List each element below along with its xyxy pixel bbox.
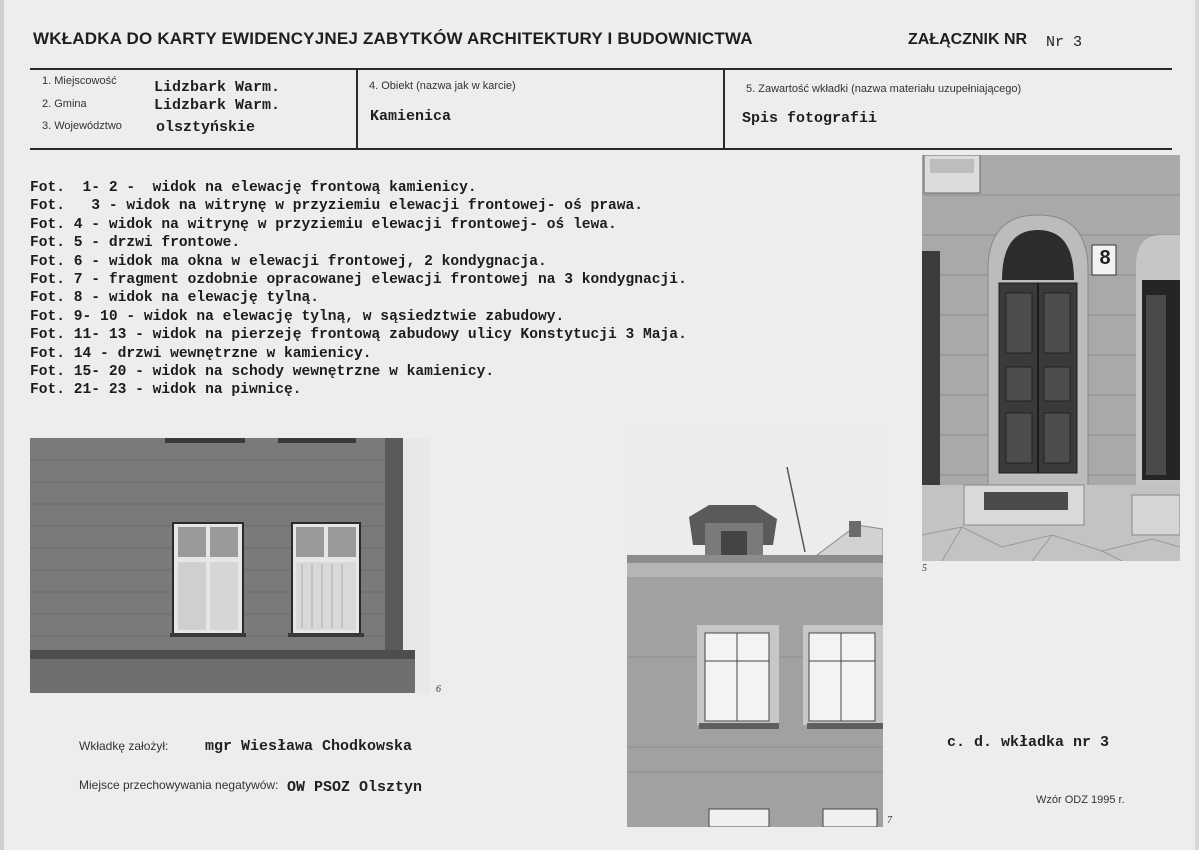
- gmina-label: 2. Gmina: [42, 98, 87, 110]
- photo-list-item: Fot. 4 - widok na witrynę w przyziemiu elewacji frontowej- oś lewa.: [30, 216, 617, 233]
- continuation-note: c. d. wkładka nr 3: [947, 734, 1110, 751]
- page-title: WKŁADKA DO KARTY EWIDENCYJNEJ ZABYTKÓW ARCHITEKTURY I BUDOWNICTWA: [33, 29, 753, 48]
- photo-number-5: 5: [922, 563, 927, 574]
- photo-number-7: 7: [887, 815, 892, 826]
- photo-list-item: Fot. 7 - fragment ozdobnie opracowanej elewacji frontowej na 3 kondygnacji.: [30, 272, 687, 289]
- photo-dormer-elevation: [627, 427, 883, 827]
- form-top-rule: [30, 68, 1172, 70]
- door-number-plate: 8: [1099, 247, 1111, 269]
- form-reference: Wzór ODZ 1995 r.: [1036, 794, 1125, 806]
- miejscowosc-value: Lidzbark Warm.: [154, 79, 281, 96]
- gmina-value: Lidzbark Warm.: [154, 97, 281, 114]
- photo-list-item: Fot. 6 - widok ma okna w elewacji frontowej, 2 kondygnacja.: [30, 253, 547, 270]
- content-label: 5. Zawartość wkładki (nazwa materiału uzupełniającego): [746, 83, 1022, 95]
- created-by-value: mgr Wiesława Chodkowska: [205, 738, 413, 755]
- form-divider-2: [723, 68, 725, 150]
- photo-front-door: [922, 155, 1180, 561]
- photo-list-item: Fot. 5 - drzwi frontowe.: [30, 235, 241, 252]
- created-by-label: Wkładkę założył:: [79, 739, 169, 753]
- windows-image: [30, 438, 430, 693]
- object-value: Kamienica: [370, 108, 452, 125]
- attachment-number: Nr 3: [1046, 34, 1083, 51]
- sheet-right-edge: [1195, 0, 1199, 850]
- photo-list-item: Fot. 11- 13 - widok na pierzeję frontową zabudowy ulicy Konstytucji 3 Maja.: [30, 327, 687, 344]
- dormer-image: [627, 427, 883, 827]
- wojewodztwo-value: olsztyńskie: [156, 119, 256, 136]
- photo-list-item: Fot. 3 - widok na witrynę w przyziemiu elewacji frontowej- oś prawa.: [30, 198, 644, 215]
- miejscowosc-label: 1. Miejscowość: [42, 75, 117, 87]
- negatives-value: OW PSOZ Olsztyn: [287, 779, 423, 796]
- photo-list: [30, 179, 687, 400]
- photo-list-item: Fot. 21- 23 - widok na piwnicę.: [30, 382, 302, 399]
- photo-list-item: Fot. 15- 20 - widok na schody wewnętrzne w kamienicy.: [30, 364, 495, 381]
- content-value: Spis fotografii: [742, 110, 878, 127]
- photo-list-item: Fot. 9- 10 - widok na elewację tylną, w sąsiedztwie zabudowy.: [30, 308, 565, 325]
- photo-list-item: Fot. 14 - drzwi wewnętrzne w kamienicy.: [30, 345, 372, 362]
- negatives-label: Miejsce przechowywania negatywów:: [79, 778, 279, 792]
- photo-list-item: Fot. 1- 2 - widok na elewację frontową kamienicy.: [30, 180, 477, 196]
- photo-number-6: 6: [436, 684, 441, 695]
- form-bottom-rule: [30, 148, 1172, 150]
- wojewodztwo-label: 3. Województwo: [42, 120, 122, 132]
- object-label: 4. Obiekt (nazwa jak w karcie): [369, 80, 516, 92]
- form-divider-1: [356, 68, 358, 150]
- front-door-image: [922, 155, 1180, 561]
- photo-list-item: Fot. 8 - widok na elewację tylną.: [30, 290, 320, 307]
- sheet-left-edge: [0, 0, 4, 850]
- photo-windows-elevation: [30, 438, 430, 693]
- attachment-label: ZAŁĄCZNIK NR: [908, 31, 1028, 48]
